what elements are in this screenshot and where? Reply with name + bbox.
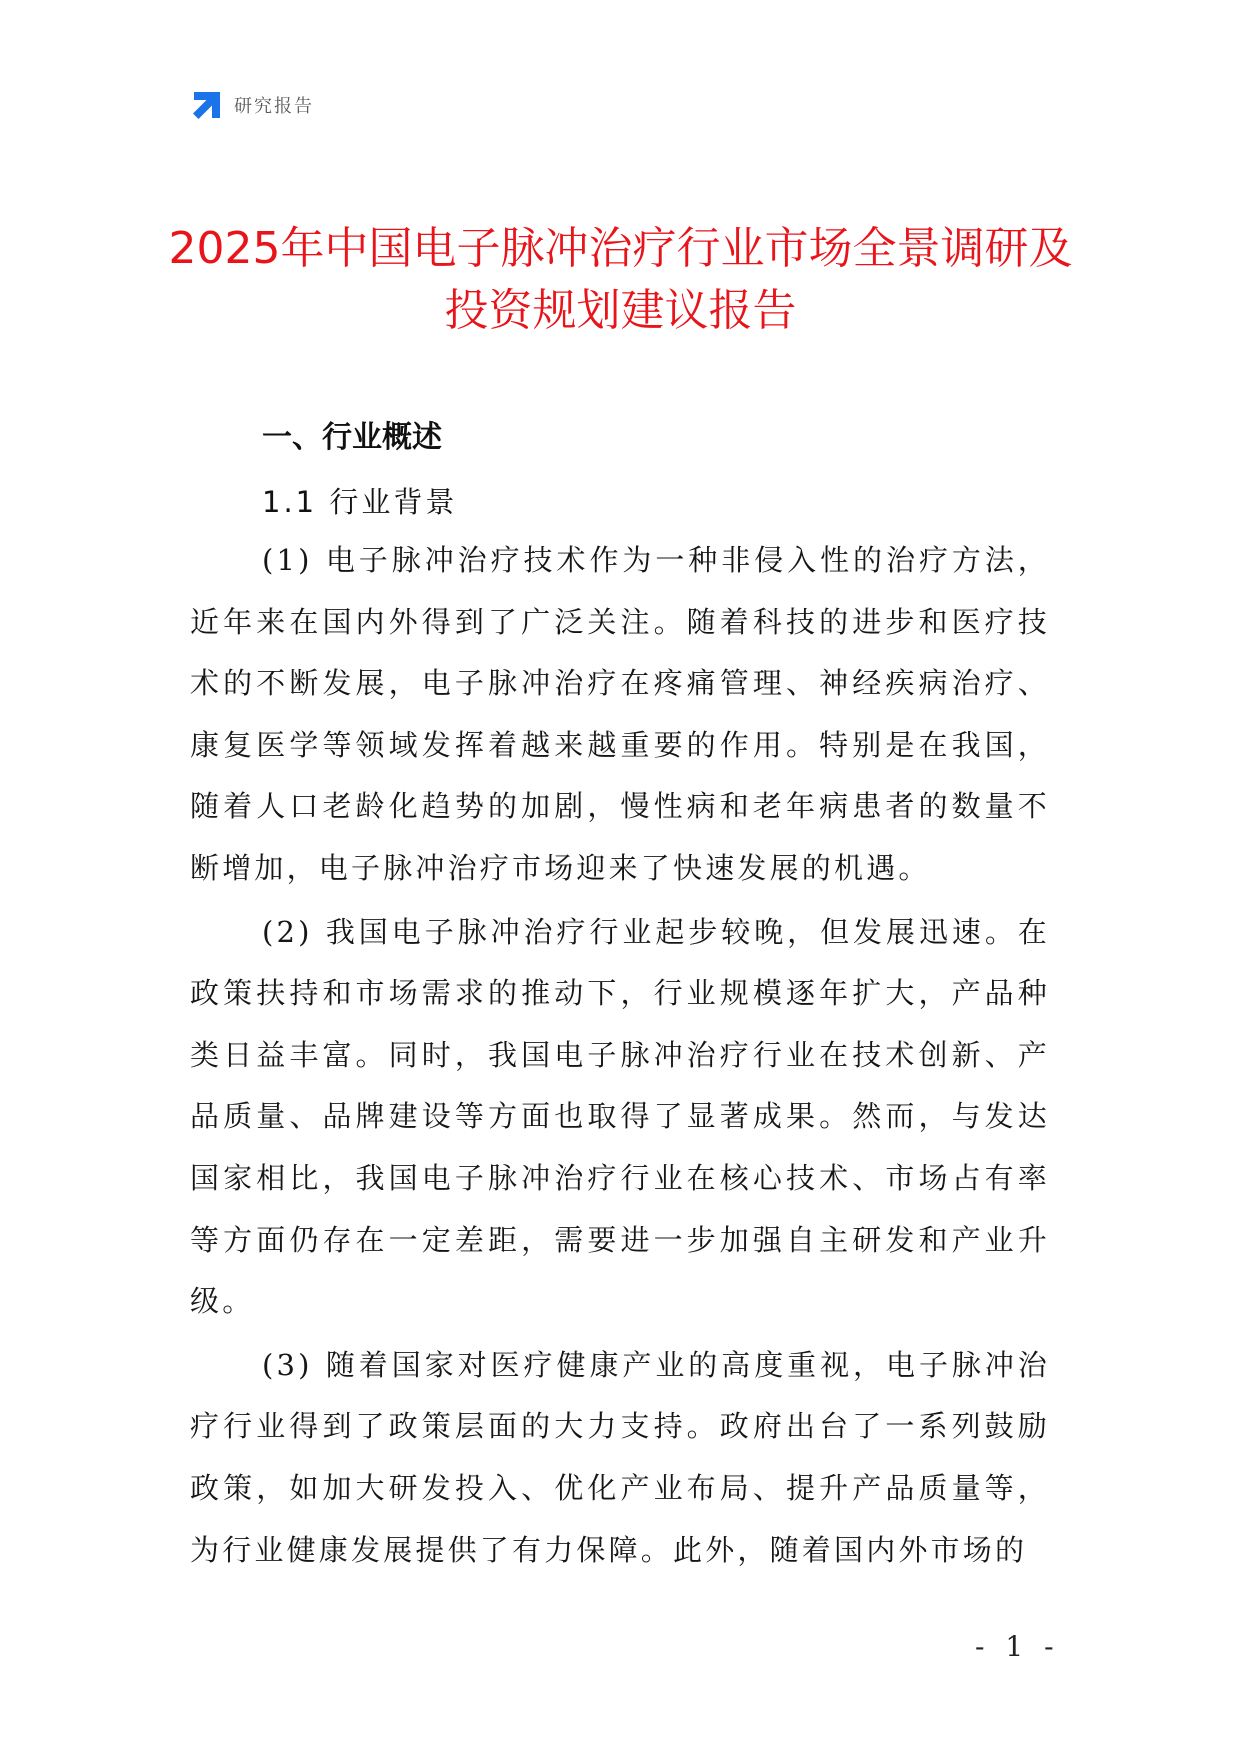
paragraph-3: (3) 随着国家对医疗健康产业的高度重视，电子脉冲治疗行业得到了政策层面的大力支持。政府出台了一系列鼓励政策，如加大研发投入、优化产业布局、提升产品质量等，为行业健康发展提供了有力保障。此外，随着国内外市场的 [190, 1347, 1050, 1567]
paragraph-1: (1) 电子脉冲治疗技术作为一种非侵入性的治疗方法，近年来在国内外得到了广泛关注。随着科技的进步和医疗技术的不断发展，电子脉冲治疗在疼痛管理、神经疾病治疗、康复医学等领域发挥着越来越重要的作用。特别是在我国，随着人口老龄化趋势的加剧，慢性病和老年病患者的数量不断增加，电子脉冲治疗市场迎来了快速发展的机遇。 [190, 543, 1050, 885]
page-header [190, 88, 314, 122]
header-label: 研究报告 [234, 96, 314, 117]
arrow-up-right-icon [190, 88, 224, 122]
section-heading: 一、行业概述 [262, 420, 442, 455]
report-title: 2025年中国电子脉冲治疗行业市场全景调研及投资规划建议报告 [168, 223, 1073, 336]
subsection-heading: 1.1 行业背景 [262, 485, 458, 519]
body-text [190, 530, 1050, 1581]
page-number: - 1 - [975, 1630, 1060, 1663]
paragraph-2: (2) 我国电子脉冲治疗行业起步较晚，但发展迅速。在政策扶持和市场需求的推动下，行业规模逐年扩大，产品种类日益丰富。同时，我国电子脉冲治疗行业在技术创新、产品质量、品牌建设等方面也取得了显著成果。然而，与发达国家相比，我国电子脉冲治疗行业在核心技术、市场占有率等方面仍存在一定差距，需要进一步加强自主研发和产业升级。 [190, 914, 1050, 1319]
